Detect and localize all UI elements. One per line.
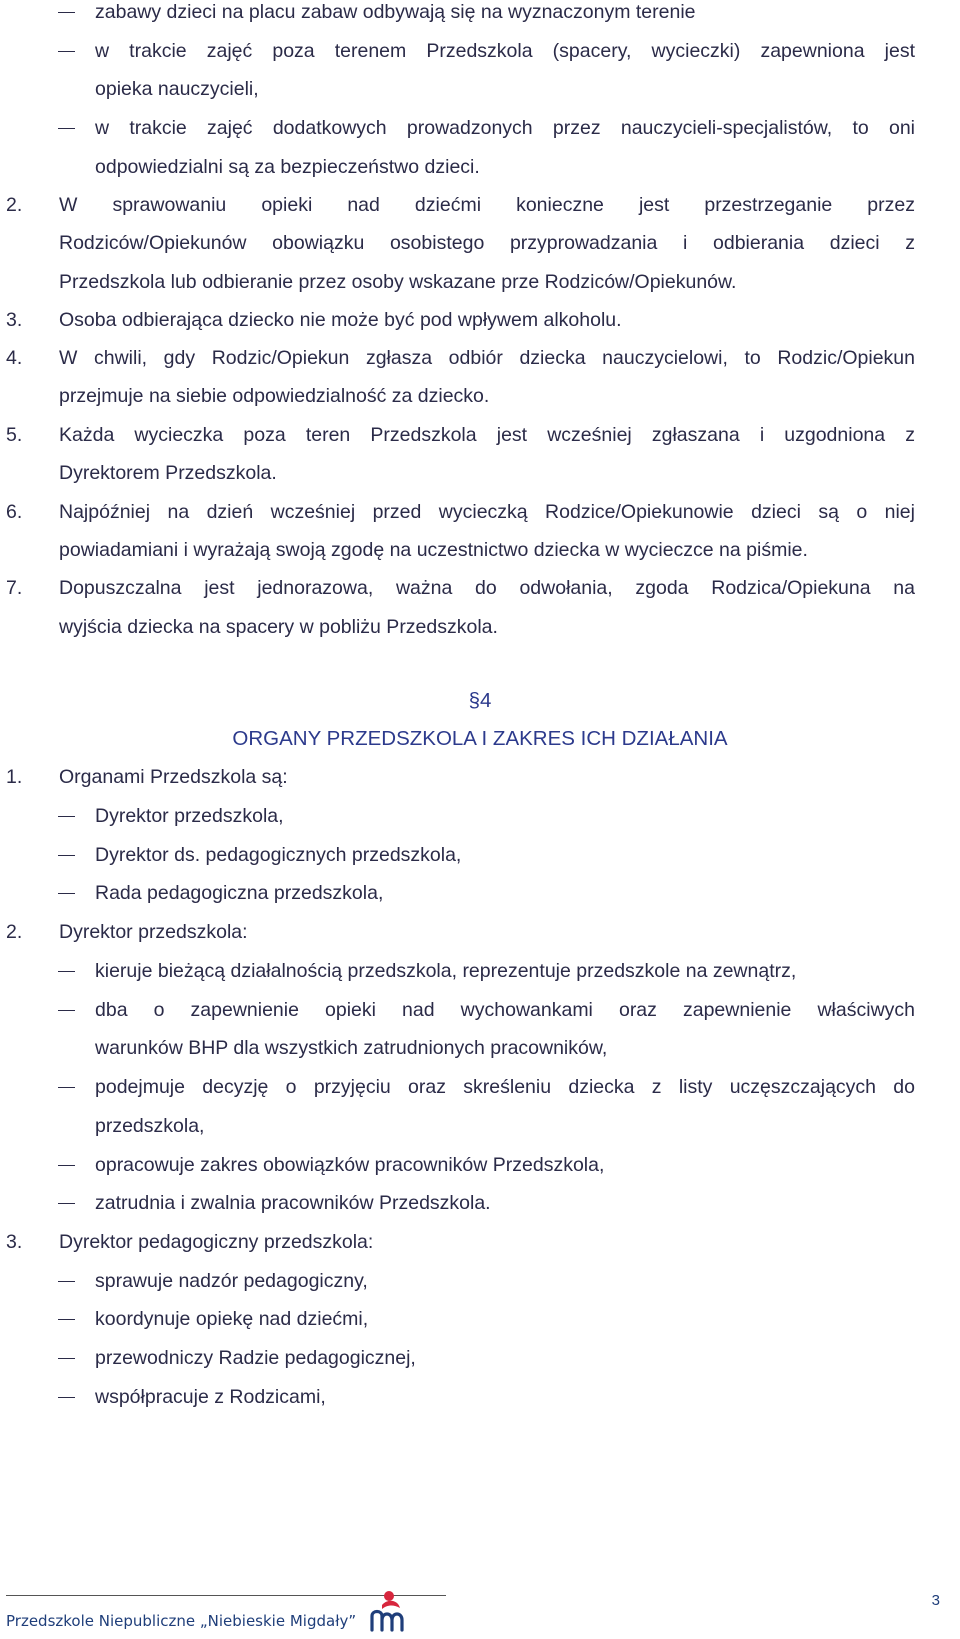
- paragraph-number: 5.: [6, 424, 23, 446]
- list-item: przewodniczy Radzie pedagogicznej,: [95, 1347, 416, 1369]
- section-symbol: §4: [468, 689, 492, 712]
- list-item: w trakcie zajęć dodatkowych prowadzonych przez nauczycieli-specjalistów, to oni: [95, 117, 915, 139]
- list-item: współpracuje z Rodzicami,: [95, 1386, 326, 1408]
- paragraph-text: Każda wycieczka poza teren Przedszkola jest wcześniej zgłaszana i uzgodniona z: [59, 424, 915, 446]
- list-item: zatrudnia i zwalnia pracowników Przedszkola.: [95, 1192, 491, 1214]
- page-number: 3: [931, 1592, 940, 1609]
- list-item-continuation: opieka nauczycieli,: [95, 78, 259, 100]
- dash-bullet: [58, 816, 75, 817]
- dash-bullet: [58, 855, 75, 856]
- list-item-continuation: przedszkola,: [95, 1115, 205, 1137]
- paragraph-text: wyjścia dziecka na spacery w pobliżu Przedszkola.: [59, 616, 498, 638]
- paragraph-number: 2.: [6, 194, 23, 216]
- paragraph-text: przejmuje na siebie odpowiedzialność za dziecko.: [59, 385, 490, 407]
- dash-bullet: [58, 1087, 75, 1088]
- dash-bullet: [58, 1319, 75, 1320]
- paragraph-text: W sprawowaniu opieki nad dziećmi konieczne jest przestrzeganie przez: [59, 194, 915, 216]
- list-item: w trakcie zajęć poza terenem Przedszkola (spacery, wycieczki) zapewniona jest: [95, 40, 915, 62]
- paragraph-number: 2.: [6, 921, 23, 943]
- paragraph-text: Osoba odbierająca dziecko nie może być pod wpływem alkoholu.: [59, 309, 622, 331]
- dash-bullet: [58, 128, 75, 129]
- paragraph-text: W chwili, gdy Rodzic/Opiekun zgłasza odbiór dziecka nauczycielowi, to Rodzic/Opiekun: [59, 347, 915, 369]
- paragraph-text: Przedszkola lub odbieranie przez osoby wskazane prze Rodziców/Opiekunów.: [59, 271, 737, 293]
- list-item: dba o zapewnienie opieki nad wychowankami oraz zapewnienie właściwych: [95, 999, 915, 1021]
- footer-school-name: Przedszkole Niepubliczne „Niebieskie Migdały”: [6, 1612, 357, 1630]
- paragraph-number: 3.: [6, 1231, 23, 1253]
- paragraph-text: Najpóźniej na dzień wcześniej przed wycieczką Rodzice/Opiekunowie dzieci są o niej: [59, 501, 915, 523]
- dash-bullet: [58, 51, 75, 52]
- dash-bullet: [58, 1165, 75, 1166]
- list-item-continuation: warunków BHP dla wszystkich zatrudnionych pracowników,: [95, 1037, 608, 1059]
- list-item: Dyrektor przedszkola,: [95, 805, 284, 827]
- list-item: koordynuje opiekę nad dziećmi,: [95, 1308, 369, 1330]
- paragraph-text: powiadamiani i wyrażają swoją zgodę na uczestnictwo dziecka w wycieczce na piśmie.: [59, 539, 808, 561]
- paragraph-number: 3.: [6, 309, 23, 331]
- school-logo-icon: [368, 1590, 408, 1639]
- list-item-continuation: odpowiedzialni są za bezpieczeństwo dzieci.: [95, 156, 480, 178]
- paragraph-number: 6.: [6, 501, 23, 523]
- dash-bullet: [58, 1203, 75, 1204]
- list-item: sprawuje nadzór pedagogiczny,: [95, 1270, 368, 1292]
- paragraph-number: 7.: [6, 577, 23, 599]
- paragraph-number: 1.: [6, 766, 23, 788]
- list-item: zabawy dzieci na placu zabaw odbywają się na wyznaczonym terenie: [95, 1, 696, 23]
- section-title: ORGANY PRZEDSZKOLA I ZAKRES ICH DZIAŁANIA: [232, 727, 728, 750]
- dash-bullet: [58, 971, 75, 972]
- list-item: podejmuje decyzję o przyjęciu oraz skreśleniu dziecka z listy uczęszczających do: [95, 1076, 915, 1098]
- paragraph-text: Dyrektorem Przedszkola.: [59, 462, 277, 484]
- paragraph-text: Dopuszczalna jest jednorazowa, ważna do odwołania, zgoda Rodzica/Opiekuna na: [59, 577, 915, 599]
- dash-bullet: [58, 12, 75, 13]
- dash-bullet: [58, 1010, 75, 1011]
- dash-bullet: [58, 1397, 75, 1398]
- paragraph-text: Dyrektor pedagogiczny przedszkola:: [59, 1231, 374, 1253]
- dash-bullet: [58, 893, 75, 894]
- list-item: Rada pedagogiczna przedszkola,: [95, 882, 384, 904]
- dash-bullet: [58, 1358, 75, 1359]
- list-item: kieruje bieżącą działalnością przedszkola, reprezentuje przedszkole na zewnątrz,: [95, 960, 797, 982]
- list-item: Dyrektor ds. pedagogicznych przedszkola,: [95, 844, 462, 866]
- paragraph-text: Rodziców/Opiekunów obowiązku osobistego przyprowadzania i odbierania dzieci z: [59, 232, 915, 254]
- dash-bullet: [58, 1281, 75, 1282]
- list-item: opracowuje zakres obowiązków pracowników Przedszkola,: [95, 1154, 605, 1176]
- paragraph-text: Dyrektor przedszkola:: [59, 921, 248, 943]
- paragraph-text: Organami Przedszkola są:: [59, 766, 288, 788]
- paragraph-number: 4.: [6, 347, 23, 369]
